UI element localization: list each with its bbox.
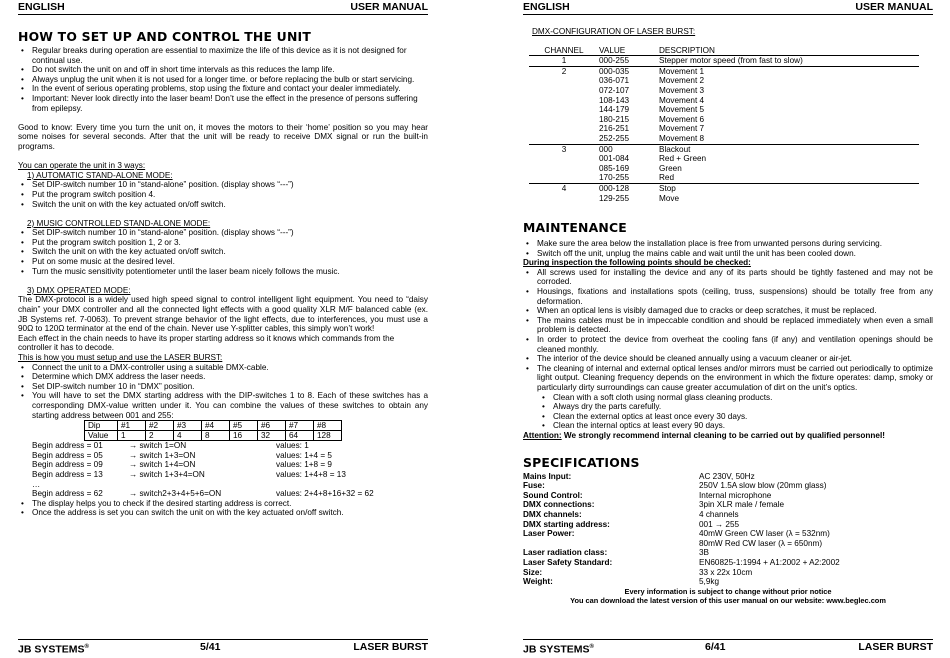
maintenance-list: [523, 239, 933, 258]
list-item: • Put on some music at the desired level.: [18, 257, 428, 267]
dmx-value: 180-215: [599, 114, 630, 124]
list-item: • The display helps you to check if the desired starting address is correct.: [18, 499, 428, 509]
dmx-value: 036-071: [599, 76, 630, 86]
dmx-channel: [529, 105, 599, 115]
list-item: • The mains cables must be in impeccable condition and should be replaced immediately when even a small problem is detected.: [523, 316, 933, 335]
dip-cell: #6: [258, 421, 286, 431]
table-row: [523, 568, 923, 578]
dmx-channel: [529, 134, 599, 144]
footer-page-number: 6/41: [705, 641, 726, 653]
list-item: • Clean with a soft cloth using normal glass cleaning products.: [523, 393, 933, 403]
dip-cell: 2: [146, 431, 174, 441]
list-item: • You will have to set the DMX starting address with the DIP-switches 1 to 8. Each of these switches has a corresponding DMX-value written under it. You can combine the values of these switches to obtain any starting address between 001 and 255:: [18, 391, 428, 420]
dip-cell: #1: [118, 421, 146, 431]
mode2-title: 2) MUSIC CONTROLLED STAND-ALONE MODE:: [27, 218, 211, 228]
dmx-description: Stepper motor speed (from fast to slow): [659, 56, 803, 66]
table-row: [523, 491, 923, 501]
dip-cell: 1: [118, 431, 146, 441]
header-language: ENGLISH: [18, 1, 65, 13]
setup-title: This is how you must setup and use the LASER BURST:: [18, 353, 223, 362]
specifications-table: [523, 472, 923, 587]
address-begin: Begin address = 62: [32, 489, 103, 499]
dmx-value: 000-255: [599, 56, 630, 66]
spec-key: Laser Power:: [523, 529, 575, 539]
list-item: • In the event of serious operating problems, stop using the fixture and contact your dealer immediately.: [18, 84, 428, 94]
spec-key: DMX starting address:: [523, 519, 610, 529]
spec-key: Laser radiation class:: [523, 548, 608, 558]
dmx-channel: [529, 173, 599, 183]
spec-value: 250V 1.5A slow blow (20mm glass): [699, 481, 827, 491]
download-notice: You can download the latest version of this user manual on our website: www.beglec.com: [570, 596, 886, 606]
dmx-description: Movement 3: [659, 85, 705, 95]
dip-cell: #3: [174, 421, 202, 431]
mode2-list: [18, 228, 428, 276]
dmx-channel: [529, 164, 599, 174]
list-item: • Clean the external optics at least once every 30 days.: [523, 412, 933, 422]
left-content: [18, 29, 428, 518]
list-item: • Turn the music sensitivity potentiometer until the laser beam nicely follows the music.: [18, 267, 428, 277]
dip-cell: 64: [286, 431, 314, 441]
table-row: [523, 500, 923, 510]
ways-intro: You can operate the unit in 3 ways:: [18, 161, 146, 171]
value-row: [85, 431, 342, 441]
dip-row: [85, 421, 342, 431]
spec-key: Weight:: [523, 577, 553, 587]
list-item: • Make sure the area below the installation place is free from unwanted persons during servicing.: [523, 239, 933, 249]
dmx-description: Movement 2: [659, 76, 705, 86]
dmx-value: 000-035: [599, 66, 659, 76]
dip-cell: #7: [286, 421, 314, 431]
dip-cell: #2: [146, 421, 174, 431]
address-switches: → switch 1+3=ON: [129, 450, 196, 460]
address-begin: …: [32, 479, 41, 489]
setup-bullets: [18, 46, 428, 113]
spec-key: DMX channels:: [523, 509, 582, 519]
address-begin: Begin address = 09: [32, 460, 103, 470]
spec-key: Sound Control:: [523, 490, 583, 500]
header-doc-type: USER MANUAL: [350, 1, 428, 13]
dmx-header-cell: DESCRIPTION: [659, 46, 919, 56]
table-row: [529, 124, 919, 134]
dmx-description: Movement 4: [659, 95, 705, 105]
address-row: [18, 489, 428, 499]
dmx-value: 085-169: [599, 163, 630, 173]
dmx-header-cell: VALUE: [599, 46, 659, 56]
dmx-channel: [529, 154, 599, 164]
table-row: [529, 66, 919, 76]
table-row: [523, 481, 923, 491]
list-item: • Switch off the unit, unplug the mains cable and wait until the unit has been cooled down.: [523, 249, 933, 259]
dip-cell: 16: [230, 431, 258, 441]
table-row: [523, 539, 923, 549]
address-begin: Begin address = 01: [32, 441, 103, 451]
table-row: [529, 164, 919, 174]
dip-cell: 128: [314, 431, 342, 441]
dmx-description: Movement 5: [659, 105, 705, 115]
footer-product: LASER BURST: [858, 641, 933, 653]
final-list: [18, 499, 428, 518]
list-item: • Once the address is set you can switch the unit on with the key actuated on/off switch.: [18, 508, 428, 518]
footer-brand: JB SYSTEMS®: [523, 643, 594, 656]
spec-key: [523, 539, 699, 549]
list-item: • The interior of the device should be cleaned annually using a vacuum cleaner or air-jet.: [523, 354, 933, 364]
dmx-description: Movement 1: [659, 66, 919, 76]
table-row: [523, 577, 923, 587]
spec-value: 5,9kg: [699, 577, 720, 587]
table-row: [523, 472, 923, 482]
dip-cell: 8: [202, 431, 230, 441]
spec-value: Internal microphone: [699, 490, 772, 500]
address-begin: Begin address = 13: [32, 469, 103, 479]
dip-cell: #5: [230, 421, 258, 431]
list-item: • Switch the unit on with the key actuated on/off switch.: [18, 200, 428, 210]
list-item: • Set DIP-switch number 10 in “stand-alone” position. (display shows “---”): [18, 180, 428, 190]
list-item: • Housings, fixations and installations spots (ceiling, truss, suspensions) should be totally free from any deformation.: [523, 287, 933, 306]
table-row: [529, 56, 919, 67]
dip-switch-table: [84, 420, 342, 441]
dmx-value: 000: [599, 144, 659, 154]
dmx-paragraph: The DMX-protocol is a widely used high speed signal to control intelligent light equipment. You need to “daisy chain” your DMX controller and all the connected light effects with a good quality XLR M/F balanced cable (ex. JB Systems ref. 7-0063). To prevent strange behavior of the light effects, due to interferences, you must use a 90Ω to 120Ω terminator at the end of the chain. Never use Y-splitter cables, this simply won’t work!: [18, 295, 428, 334]
address-switches: → switch 1+4=ON: [129, 460, 196, 470]
table-row: [529, 144, 919, 154]
dmx-description: Stop: [659, 183, 919, 193]
spec-value: AC 230V, 50Hz: [699, 471, 755, 481]
footer-brand: JB SYSTEMS®: [18, 643, 89, 656]
page-header: [523, 0, 933, 15]
list-item: • Set DIP-switch number 10 in “DMX” position.: [18, 382, 428, 392]
spec-value: 3pin XLR male / female: [699, 500, 785, 510]
page-left: [18, 0, 428, 654]
dip-cell: 4: [174, 431, 202, 441]
dmx-value: 129-255: [599, 193, 630, 203]
table-row: [529, 86, 919, 96]
address-row: [18, 470, 428, 480]
change-notice: Every information is subject to change without prior notice: [624, 586, 832, 596]
dmx-description: Movement 7: [659, 124, 705, 134]
dmx-paragraph-2: Each effect in the chain needs to have its proper starting address so it knows which commands from the controller it has to decode.: [18, 333, 395, 353]
list-item: • Switch the unit on with the key actuated on/off switch.: [18, 247, 428, 257]
address-switches: → switch 1+3+4=ON: [129, 469, 205, 479]
spec-value: 40mW Green CW laser (λ = 532nm): [699, 529, 830, 539]
spec-key: Mains Input:: [523, 471, 572, 481]
dmx-description: Movement 6: [659, 114, 705, 124]
dmx-channel: [529, 86, 599, 96]
dmx-channel: 3: [529, 144, 599, 154]
dmx-header-cell: CHANNEL: [529, 46, 599, 56]
page-header: [18, 0, 428, 15]
address-switches: → switch2+3+4+5+6=ON: [129, 489, 222, 499]
list-item: • Clean the internal optics at least every 90 days.: [523, 421, 933, 431]
address-values: values: 2+4+8+16+32 = 62: [276, 489, 374, 499]
list-item: • When an optical lens is visibly damaged due to cracks or deep scratches, it must be replaced.: [523, 306, 933, 316]
address-row: [18, 480, 428, 490]
list-item: • Put the program switch position 4.: [18, 190, 428, 200]
dmx-channel: [529, 76, 599, 86]
section-title-maintenance: MAINTENANCE: [523, 220, 627, 236]
dmx-description: Move: [659, 193, 680, 203]
table-row: [529, 96, 919, 106]
dip-cell: #8: [314, 421, 342, 431]
list-item: • Determine which DMX address the laser needs.: [18, 372, 428, 382]
footer-product: LASER BURST: [353, 641, 428, 653]
list-item: • Connect the unit to a DMX-controller using a suitable DMX-cable.: [18, 363, 428, 373]
dmx-value: 000-128: [599, 183, 659, 193]
dip-cell: 32: [258, 431, 286, 441]
address-values: values: 1+8 = 9: [276, 460, 332, 470]
address-values: values: 1: [276, 441, 309, 451]
dmx-description: Blackout: [659, 144, 919, 154]
dmx-value: 072-107: [599, 85, 630, 95]
dmx-value: 216-251: [599, 124, 630, 134]
dmx-description: Movement 8: [659, 133, 705, 143]
page-right: [523, 0, 933, 654]
spec-value: 3B: [699, 548, 710, 558]
dmx-description: Red: [659, 173, 675, 183]
spec-key: Fuse:: [523, 481, 545, 491]
list-item: • The cleaning of internal and external optical lenses and/or mirrors must be carried out periodically to optimize light output. Cleaning frequency depends on the environment in which the fixture operates: damp, smoky or particularly dirty surroundings can cause greater accumulation of dirt on the unit’s optics.: [523, 364, 933, 393]
header-language: ENGLISH: [523, 1, 570, 13]
address-begin: Begin address = 05: [32, 450, 103, 460]
table-row: [523, 548, 923, 558]
table-row: [529, 154, 919, 164]
spec-value: 001 → 255: [699, 519, 740, 529]
address-row: [18, 460, 428, 470]
page-footer: [523, 639, 933, 655]
table-row: [529, 134, 919, 144]
table-row: [529, 105, 919, 115]
dmx-value: 170-255: [599, 173, 630, 183]
footer-page-number: 5/41: [200, 641, 221, 653]
dmx-channel: [529, 96, 599, 106]
spec-value: 33 x 22x 10cm: [699, 567, 753, 577]
list-item: • Put the program switch position 1, 2 or 3.: [18, 238, 428, 248]
dmx-value: 001-084: [599, 154, 630, 164]
dmx-channel: 1: [561, 56, 567, 66]
spec-key: Laser Safety Standard:: [523, 557, 613, 567]
table-row: [529, 76, 919, 86]
list-item: • All screws used for installing the device and any of its parts should be tightly fastened and may not be corroded.: [523, 268, 933, 287]
spec-value: 4 channels: [699, 509, 739, 519]
table-row: [523, 529, 923, 539]
inspection-list: [523, 268, 933, 393]
table-row: [523, 558, 923, 568]
list-item: • In order to protect the device from overheat the cooling fans (if any) and ventilation openings should be cleaned monthly.: [523, 335, 933, 354]
spec-value: EN60825-1:1994 + A1:2002 + A2:2002: [699, 557, 840, 567]
table-row: [529, 183, 919, 193]
mode3-title: 3) DMX OPERATED MODE:: [27, 285, 131, 295]
attention-note: Attention: We strongly recommend internal cleaning to be carried out by qualified personnel!: [523, 430, 885, 440]
dmx-config-table: [529, 46, 919, 204]
list-item: • Set DIP-switch number 10 in “stand-alone” position. (display shows “---”): [18, 228, 428, 238]
mode1-title: 1) AUTOMATIC STAND-ALONE MODE:: [27, 170, 173, 180]
table-row: [523, 510, 923, 520]
page-footer: [18, 639, 428, 655]
table-row: [529, 115, 919, 125]
address-row: [18, 451, 428, 461]
dmx-channel: [529, 194, 599, 204]
header-doc-type: USER MANUAL: [855, 1, 933, 13]
section-title-setup: HOW TO SET UP AND CONTROL THE UNIT: [18, 29, 311, 44]
list-item: • Regular breaks during operation are essential to maximize the life of this device as it is not designed for continual use.: [18, 46, 428, 65]
dip-cell: #4: [202, 421, 230, 431]
list-item: • Always dry the parts carefully.: [523, 402, 933, 412]
dmx-channel: 4: [529, 183, 599, 193]
dip-cell: Value: [85, 431, 118, 441]
dmx-value: 108-143: [599, 95, 630, 105]
dmx-table-header: [529, 46, 919, 56]
dmx-value: 144-179: [599, 105, 630, 115]
table-row: [523, 520, 923, 530]
address-values: values: 1+4 = 5: [276, 450, 332, 460]
section-title-specifications: SPECIFICATIONS: [523, 454, 640, 470]
list-item: • Important: Never look directly into the laser beam! Don’t use the effect in the presence of persons suffering from epilepsy.: [18, 94, 428, 113]
table-row: [529, 173, 919, 183]
address-examples: [18, 441, 428, 499]
dmx-description: Green: [659, 163, 682, 173]
dmx-channel: [529, 124, 599, 134]
spec-value: 80mW Red CW laser (λ = 650nm): [699, 538, 823, 548]
inspection-title: During inspection the following points should be checked:: [523, 258, 751, 268]
cleaning-list: [523, 393, 933, 431]
dip-cell: Dip: [85, 421, 118, 431]
right-content: [523, 27, 933, 606]
list-item: • Always unplug the unit when it is not used for a longer time. or before replacing the bulb or start servicing.: [18, 75, 428, 85]
dmx-channel: 2: [529, 66, 599, 76]
address-switches: → switch 1=ON: [129, 441, 187, 451]
spec-key: DMX connections:: [523, 500, 595, 510]
dmx-channel: [529, 115, 599, 125]
table-row: [529, 194, 919, 204]
address-row: [18, 441, 428, 451]
mode1-list: [18, 180, 428, 209]
address-values: values: 1+4+8 = 13: [276, 469, 346, 479]
spec-key: Size:: [523, 567, 543, 577]
good-to-know-paragraph: Good to know: Every time you turn the unit on, it moves the motors to their ‘home’ position so you may hear some noises for several seconds. After that the unit will be ready to receive DMX signal or run the built-in programs.: [18, 122, 428, 151]
dmx-value: 252-255: [599, 133, 630, 143]
dmx-description: Red + Green: [659, 154, 707, 164]
setup-list: [18, 363, 428, 421]
list-item: • Do not switch the unit on and off in short time intervals as this reduces the lamp life.: [18, 65, 428, 75]
dmx-config-title: DMX-CONFIGURATION OF LASER BURST:: [532, 27, 696, 36]
